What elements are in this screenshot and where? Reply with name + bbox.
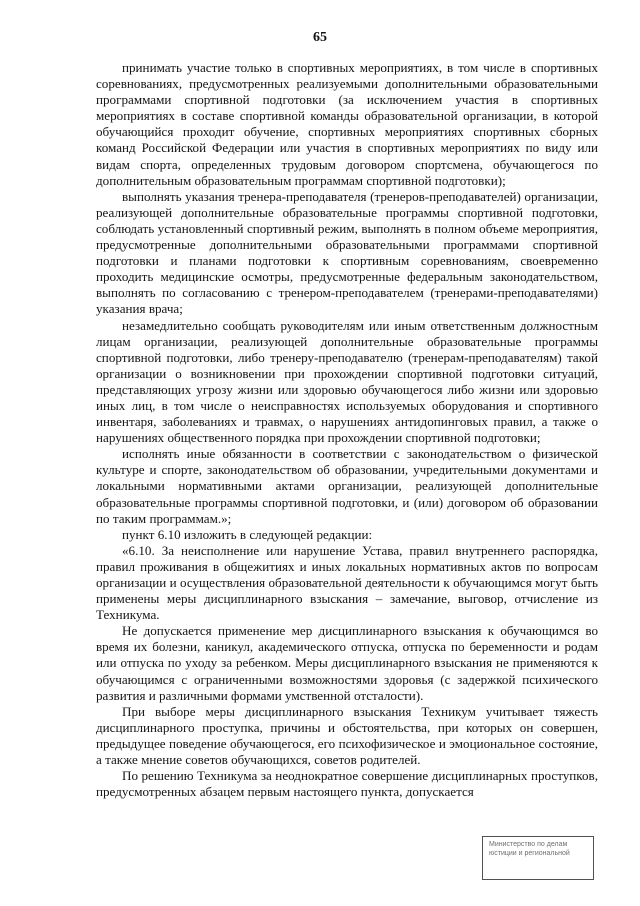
paragraph-clause-6-10: «6.10. За неисполнение или нарушение Устава, правил внутреннего распорядка, правил проживания в общежитиях и иных локальных нормативных актов по вопросам организации и осуществления образовательной деятельности к обучающимся могут быть применены меры дисциплинарного взыскания – замечание, выговор, отчисление из Техникума. bbox=[96, 542, 598, 623]
paragraph-report-threats: незамедлительно сообщать руководителям или иным ответственным должностным лицам организации, реализующей дополнительные образовательные программы спортивной подготовки, либо тренеру-преподавателю (тренерам-преподавателям) такой организации о возникновении при прохождении спортивной подготовки ситуаций, представляющих угрозу жизни или здоровью обучающегося либо жизни или здоровью иных лиц, в том числе о неисправностях используемых оборудования и спортивного инвентаря, заболеваниях и травмах, о нарушениях антидопинговых правил, а также о нарушениях общественного порядка при прохождении спортивной подготовки; bbox=[96, 317, 598, 446]
page-number: 65 bbox=[313, 30, 327, 45]
ministry-stamp bbox=[482, 836, 594, 880]
paragraph-sport-events: принимать участие только в спортивных мероприятиях, в том числе в спортивных соревнованиях, предусмотренных реализуемыми дополнительными образовательными программами спортивной подготовки (за исключением участия в спортивных мероприятиях в составе спортивной команды образовательной организации, в которой обучающийся проходит обучение, спортивных мероприятиях спортивных сборных команд Российской Федерации или участия в спортивных мероприятиях по виду или видам спорта, определенных трудовым договором спортсмена, обучающегося по дополнительным образовательным программам спортивной подготовки); bbox=[96, 60, 598, 188]
paragraph-penalty-choice: При выборе меры дисциплинарного взыскания Техникум учитывает тяжесть дисциплинарного проступка, причины и обстоятельства, при которых он совершен, предыдущее поведение обучающегося, его психофизическое и эмоциональное состояние, а также мнение советов обучающихся, советов родителей. bbox=[96, 703, 598, 768]
stamp-line-1: Министерство по делам bbox=[489, 841, 568, 848]
paragraph-other-duties: исполнять иные обязанности в соответствии с законодательством о физической культуре и спорте, законодательством об образовании, учредительными документами и локальными нормативными актами организации, реализующей дополнительные образовательные программы спортивной подготовки, и (или) договором об образовании по таким программам.»; bbox=[96, 446, 598, 526]
paragraph-no-penalty: Не допускается применение мер дисциплинарного взыскания к обучающимся во время их болезни, каникул, академического отпуска, отпуска по беременности и родам или отпуска по уходу за ребенком. Меры дисциплинарного взыскания не применяются к обучающимся с ограниченными возможностями здоровья (с задержкой психического развития и различными формами умственной отсталости). bbox=[96, 623, 598, 703]
document-body bbox=[96, 60, 598, 800]
paragraph-repeated-offense: По решению Техникума за неоднократное совершение дисциплинарных проступков, предусмотренных абзацем первым настоящего пункта, допускается bbox=[96, 768, 598, 800]
paragraph-coach-instructions: выполнять указания тренера-преподавателя (тренеров-преподавателей) организации, реализующей дополнительные образовательные программы спортивной подготовки, соблюдать установленный спортивный режим, выполнять в полном объеме мероприятия, предусмотренные дополнительными образовательными программами спортивной подготовки и планами подготовки к спортивным соревнованиям, своевременно проходить медицинские осмотры, предусмотренные федеральным законодательством, выполнять по согласованию с тренером-преподавателем (тренерами-преподавателями) указания врача; bbox=[96, 188, 598, 317]
paragraph-clause-intro: пункт 6.10 изложить в следующей редакции: bbox=[122, 526, 373, 542]
stamp-line-2: юстиции и региональной bbox=[489, 850, 570, 857]
